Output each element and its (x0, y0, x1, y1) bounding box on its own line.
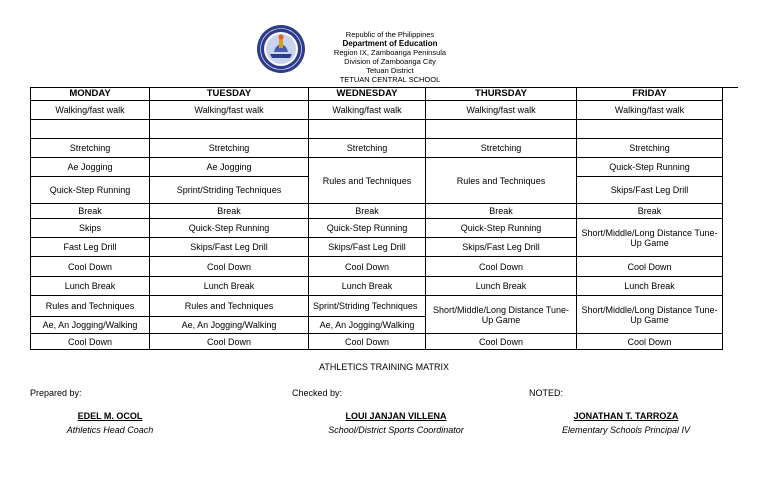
header-region: Region IX, Zamboanga Peninsula (333, 48, 447, 57)
table-cell: Lunch Break (577, 277, 723, 296)
prepared-by-label: Prepared by: (30, 388, 82, 398)
table-cell: Walking/fast walk (31, 101, 150, 120)
table-cell: Short/Middle/Long Distance Tune-Up Game (426, 296, 577, 334)
table-cell: Lunch Break (31, 277, 150, 296)
table-cell: Quick-Step Running (577, 158, 723, 177)
prepared-by-name: EDEL M. OCOL (77, 411, 143, 421)
table-cell: Quick-Step Running (31, 177, 150, 204)
table-cell: Cool Down (31, 334, 150, 350)
table-cell: Rules and Techniques (150, 296, 309, 317)
table-cell: Short/Middle/Long Distance Tune-Up Game (577, 219, 723, 257)
table-cell: Lunch Break (150, 277, 309, 296)
noted-name: JONATHAN T. TARROZA (573, 411, 679, 421)
table-cell: Cool Down (309, 257, 426, 277)
deped-seal-icon (256, 24, 306, 74)
checked-by-role: School/District Sports Coordinator (328, 425, 464, 435)
day-header-tuesday: TUESDAY (150, 88, 309, 101)
table-cell: Lunch Break (426, 277, 577, 296)
day-header-friday: FRIDAY (577, 88, 723, 101)
table-cell: Ae, An Jogging/Walking (309, 317, 426, 334)
table-extension-line (722, 87, 738, 88)
table-cell: Rules and Techniques (31, 296, 150, 317)
table-cell: Walking/fast walk (309, 101, 426, 120)
table-cell: Cool Down (577, 334, 723, 350)
table-cell (309, 120, 426, 139)
table-cell: Sprint/Striding Techniques (150, 177, 309, 204)
matrix-title: ATHLETICS TRAINING MATRIX (318, 362, 449, 372)
table-cell: Stretching (150, 139, 309, 158)
table-cell (426, 120, 577, 139)
table-cell: Stretching (31, 139, 150, 158)
checked-by-name: LOUI JANJAN VILLENA (345, 411, 447, 421)
table-cell: Cool Down (150, 334, 309, 350)
table-cell: Rules and Techniques (426, 158, 577, 204)
header-department: Department of Education (342, 39, 438, 48)
table-row (31, 101, 723, 120)
table-cell: Cool Down (309, 334, 426, 350)
table-cell (150, 120, 309, 139)
table-cell: Skips/Fast Leg Drill (426, 238, 577, 257)
table-cell: Stretching (426, 139, 577, 158)
table-cell: Cool Down (31, 257, 150, 277)
table-cell: Walking/fast walk (426, 101, 577, 120)
table-row (31, 120, 723, 139)
table-row (31, 277, 723, 296)
header-division: Division of Zamboanga City (344, 57, 436, 66)
day-header-thursday: THURSDAY (426, 88, 577, 101)
table-cell: Break (31, 204, 150, 219)
noted-role: Elementary Schools Principal IV (561, 425, 691, 435)
table-cell: Walking/fast walk (150, 101, 309, 120)
day-header-monday: MONDAY (31, 88, 150, 101)
table-row (31, 158, 723, 177)
table-cell: Stretching (577, 139, 723, 158)
table-cell: Cool Down (150, 257, 309, 277)
table-cell: Break (426, 204, 577, 219)
table-cell: Ae, An Jogging/Walking (31, 317, 150, 334)
table-row (31, 204, 723, 219)
table-row (31, 219, 723, 238)
table-cell: Lunch Break (309, 277, 426, 296)
table-cell: Quick-Step Running (309, 219, 426, 238)
table-cell: Quick-Step Running (150, 219, 309, 238)
table-cell: Sprint/Striding Techniques (309, 296, 426, 317)
table-cell: Ae, An Jogging/Walking (150, 317, 309, 334)
table-cell: Break (309, 204, 426, 219)
table-cell: Ae Jogging (31, 158, 150, 177)
table-cell: Cool Down (577, 257, 723, 277)
document-header (0, 0, 768, 88)
day-header-wednesday: WEDNESDAY (309, 88, 426, 101)
table-cell (31, 120, 150, 139)
table-cell: Short/Middle/Long Distance Tune-Up Game (577, 296, 723, 334)
table-cell: Fast Leg Drill (31, 238, 150, 257)
training-matrix-table (30, 87, 723, 350)
table-cell: Walking/fast walk (577, 101, 723, 120)
table-cell: Skips/Fast Leg Drill (577, 177, 723, 204)
noted-label: NOTED: (529, 388, 564, 398)
table-row (31, 296, 723, 317)
table-cell: Quick-Step Running (426, 219, 577, 238)
prepared-by-role: Athletics Head Coach (66, 425, 154, 435)
table-cell: Break (577, 204, 723, 219)
table-cell: Break (150, 204, 309, 219)
table-cell (577, 120, 723, 139)
table-cell: Skips (31, 219, 150, 238)
header-republic: Republic of the Philippines (345, 30, 435, 39)
table-cell: Cool Down (426, 334, 577, 350)
table-cell: Cool Down (426, 257, 577, 277)
header-district: Tetuan District (366, 66, 414, 75)
table-cell: Stretching (309, 139, 426, 158)
checked-by-label: Checked by: (292, 388, 343, 398)
table-cell: Rules and Techniques (309, 158, 426, 204)
table-cell: Ae Jogging (150, 158, 309, 177)
table-header-row (31, 88, 723, 101)
table-row (31, 139, 723, 158)
table-cell: Skips/Fast Leg Drill (150, 238, 309, 257)
header-school: TETUAN CENTRAL SCHOOL (339, 75, 441, 84)
table-row (31, 257, 723, 277)
table-row (31, 334, 723, 350)
table-cell: Skips/Fast Leg Drill (309, 238, 426, 257)
